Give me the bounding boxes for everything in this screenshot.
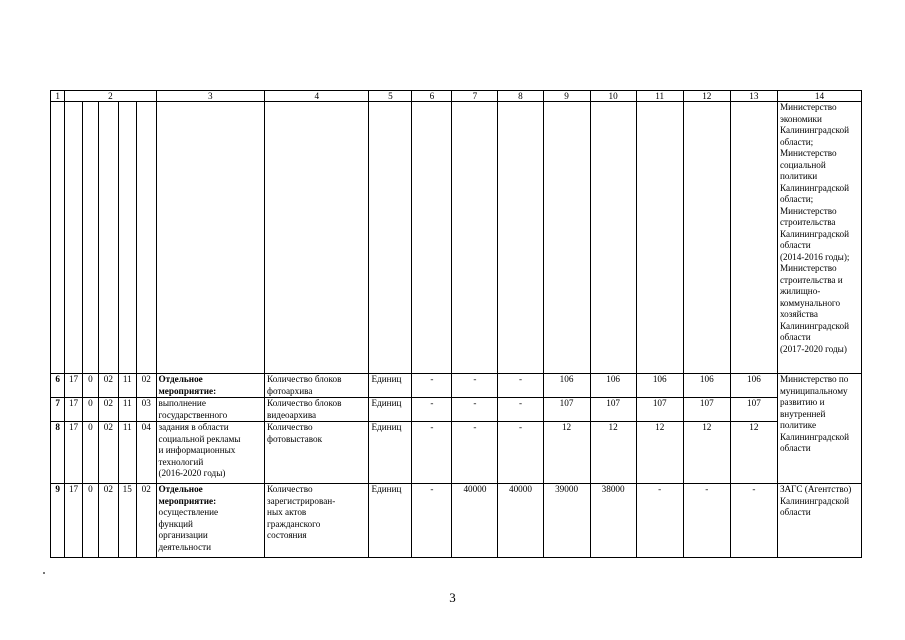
header-cell-5: 5 xyxy=(369,91,412,102)
code-cell: 02 xyxy=(99,484,118,558)
value-cell: - xyxy=(412,374,452,398)
value-cell: - xyxy=(452,374,498,398)
code-cell: 17 xyxy=(65,398,82,422)
code-cell: 17 xyxy=(65,484,82,558)
table-row xyxy=(51,374,862,398)
measure-name: задания в области социальной рекламы и информационных технологий (2016-2020 годы) xyxy=(156,422,265,484)
value-cell: - xyxy=(498,398,543,422)
code-cell: 15 xyxy=(118,484,136,558)
row-number: 6 xyxy=(51,374,65,398)
header-cell-14: 14 xyxy=(777,91,861,102)
indicator-name: Количество зарегистрирован- ных актов гражданского состояния xyxy=(265,484,369,558)
value-cell: - xyxy=(412,484,452,558)
measure-name: Отдельное мероприятие: xyxy=(156,374,265,398)
value-cell: 12 xyxy=(590,422,636,484)
header-cell-10: 10 xyxy=(590,91,636,102)
measure-name-bold: Отдельное мероприятие: xyxy=(158,484,217,506)
value-cell: 40000 xyxy=(452,484,498,558)
value-cell: 106 xyxy=(636,374,683,398)
header-cell-13: 13 xyxy=(730,91,777,102)
code-cell: 11 xyxy=(118,422,136,484)
value-cell: 107 xyxy=(636,398,683,422)
value-cell: - xyxy=(498,374,543,398)
responsible-executor-cell: Министерство экономики Калининградской области; Министерство социальной политики Калининградской области; Министерство строительства Калининградской области (2014-2016 годы); Министерство строительства и жилищно- коммунального хозяйства Калининградской области (2017-2020 годы) xyxy=(777,102,861,374)
measure-name xyxy=(156,484,265,558)
unit-cell: Единиц xyxy=(369,398,412,422)
code-cell: 0 xyxy=(82,422,98,484)
code-cell: 02 xyxy=(136,484,156,558)
header-cell-7: 7 xyxy=(452,91,498,102)
value-cell: 12 xyxy=(683,422,730,484)
value-cell: 106 xyxy=(590,374,636,398)
value-cell: - xyxy=(412,398,452,422)
measure-name: выполнение государственного xyxy=(156,398,265,422)
unit-cell: Единиц xyxy=(369,484,412,558)
indicator-name: Количество блоков видеоархива xyxy=(265,398,369,422)
code-cell: 11 xyxy=(118,398,136,422)
row-number: 8 xyxy=(51,422,65,484)
row-number: 9 xyxy=(51,484,65,558)
program-table xyxy=(50,90,862,558)
value-cell: - xyxy=(683,484,730,558)
value-cell: 107 xyxy=(590,398,636,422)
header-cell-6: 6 xyxy=(412,91,452,102)
value-cell: - xyxy=(636,484,683,558)
value-cell: - xyxy=(412,422,452,484)
code-cell: 0 xyxy=(82,374,98,398)
header-cell-11: 11 xyxy=(636,91,683,102)
code-cell: 02 xyxy=(99,422,118,484)
header-cell-8: 8 xyxy=(498,91,543,102)
code-cell: 0 xyxy=(82,484,98,558)
header-cell-9: 9 xyxy=(543,91,590,102)
value-cell: 106 xyxy=(730,374,777,398)
value-cell: 12 xyxy=(636,422,683,484)
value-cell: - xyxy=(452,422,498,484)
responsible-executor-cell: Министерство по муниципальному развитию и внутренней политике Калининградской области xyxy=(777,374,861,484)
table-row xyxy=(51,398,862,422)
header-row xyxy=(51,91,862,102)
value-cell: 107 xyxy=(683,398,730,422)
scan-speck xyxy=(43,572,45,574)
value-cell: 106 xyxy=(543,374,590,398)
code-cell: 03 xyxy=(136,398,156,422)
value-cell: - xyxy=(452,398,498,422)
value-cell: 40000 xyxy=(498,484,543,558)
unit-cell: Единиц xyxy=(369,422,412,484)
indicator-name: Количество блоков фотоархива xyxy=(265,374,369,398)
value-cell: 12 xyxy=(543,422,590,484)
code-cell: 02 xyxy=(99,398,118,422)
value-cell: - xyxy=(730,484,777,558)
code-cell: 11 xyxy=(118,374,136,398)
measure-name-text: осуществление функций организации деятельности xyxy=(158,507,219,552)
responsible-executor-cell: ЗАГС (Агентство) Калининградской области xyxy=(777,484,861,558)
value-cell: 107 xyxy=(730,398,777,422)
value-cell: 12 xyxy=(730,422,777,484)
row-number: 7 xyxy=(51,398,65,422)
code-cell: 04 xyxy=(136,422,156,484)
value-cell: 106 xyxy=(683,374,730,398)
header-cell-12: 12 xyxy=(683,91,730,102)
table-row xyxy=(51,484,862,558)
header-cell-2: 2 xyxy=(65,91,156,102)
value-cell: - xyxy=(498,422,543,484)
value-cell: 39000 xyxy=(543,484,590,558)
header-cell-1: 1 xyxy=(51,91,65,102)
continuation-row xyxy=(51,102,862,374)
code-cell: 0 xyxy=(82,398,98,422)
code-cell: 17 xyxy=(65,422,82,484)
unit-cell: Единиц xyxy=(369,374,412,398)
header-cell-4: 4 xyxy=(265,91,369,102)
value-cell: 38000 xyxy=(590,484,636,558)
code-cell: 02 xyxy=(99,374,118,398)
table-row xyxy=(51,422,862,484)
code-cell: 17 xyxy=(65,374,82,398)
header-cell-3: 3 xyxy=(156,91,265,102)
page-number: 3 xyxy=(449,590,456,605)
indicator-name: Количество фотовыставок xyxy=(265,422,369,484)
code-cell: 02 xyxy=(136,374,156,398)
value-cell: 107 xyxy=(543,398,590,422)
